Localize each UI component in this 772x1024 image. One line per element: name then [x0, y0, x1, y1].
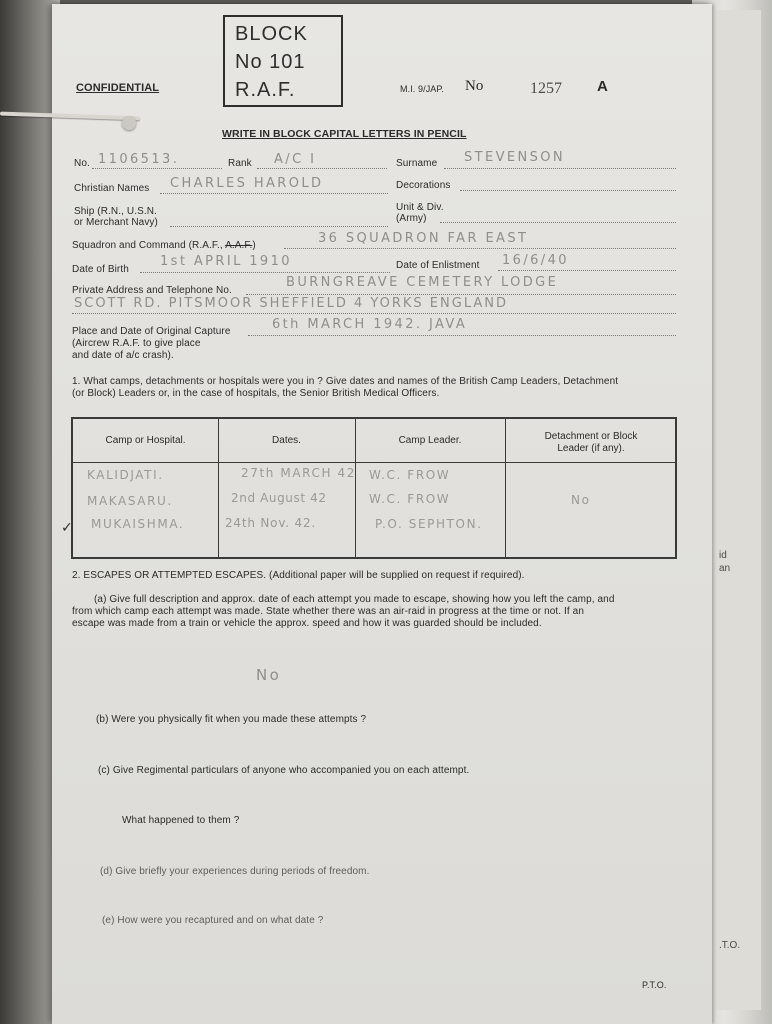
capture-label-3: and date of a/c crash). [72, 350, 174, 361]
row-1-camp: KALIDJATI. [87, 468, 164, 482]
question-2d: (d) Give briefly your experiences during periods of freedom. [100, 866, 370, 877]
squadron-label-text: Squadron and Command (R.A.F., [72, 240, 223, 251]
row-1-date: 27th MARCH 42 [241, 466, 356, 480]
detachment-value: No [571, 493, 591, 507]
question-2c-sub: What happened to them ? [122, 815, 240, 826]
form-no-label: No [465, 78, 484, 94]
binder-edge [0, 0, 60, 1024]
row-2-leader: W.C. FROW [369, 492, 451, 506]
background-fragment-2: an [719, 563, 731, 574]
question-2a-answer: No [256, 666, 282, 684]
squadron-label-struck: A.A.F. [225, 240, 253, 251]
date-of-birth-label: Date of Birth [72, 264, 129, 275]
header-camp: Camp or Hospital. [105, 435, 186, 446]
binding-knot [122, 116, 136, 130]
row-3-leader: P.O. SEPHTON. [375, 517, 483, 531]
header-detachment-1: Detachment or Block [544, 431, 638, 442]
row-1-leader: W.C. FROW [369, 468, 451, 482]
rank-value: A/C I [274, 152, 317, 167]
address-label: Private Address and Telephone No. [72, 285, 232, 296]
pto-label: P.T.O. [642, 980, 667, 990]
christian-names-value: CHARLES HAROLD [170, 176, 324, 191]
address-value-1: BURNGREAVE CEMETERY LODGE [286, 275, 559, 290]
capture-value: 6th MARCH 1942. JAVA [272, 317, 468, 332]
unit-label-1: Unit & Div. [396, 202, 444, 213]
question-2a-line-3: escape was made from a train or vehicle the approx. speed and how it was guarded should be included. [72, 618, 542, 629]
background-fragment-1: id [719, 550, 727, 561]
question-2-heading: 2. ESCAPES OR ATTEMPTED ESCAPES. (Additional paper will be supplied on request if required). [72, 570, 525, 581]
camps-table [61, 417, 677, 559]
squadron-value: 36 SQUADRON FAR EAST [318, 231, 529, 246]
date-of-enlistment-label: Date of Enlistment [396, 260, 480, 271]
row-2-date: 2nd August 42 [231, 491, 327, 505]
capture-label-2: (Aircrew R.A.F. to give place [72, 338, 201, 349]
row-2-camp: MAKASARU. [87, 494, 173, 508]
header-dates: Dates. [272, 435, 301, 446]
question-1-line-2: (or Block) Leaders or, in the case of hospitals, the Senior British Medical Officers. [72, 388, 440, 399]
question-1-line-1: 1. What camps, detachments or hospitals were you in ? Give dates and names of the British Camp Leaders, Detachment [72, 376, 619, 387]
surname-label: Surname [396, 158, 438, 169]
question-2b: (b) Were you physically fit when you made these attempts ? [96, 714, 367, 725]
question-2a-line-1: (a) Give full description and approx. date of each attempt you made to escape, showing how you left the camp, and [94, 594, 615, 605]
stamp-line-3: R.A.F. [235, 79, 296, 101]
block-stamp [223, 15, 343, 107]
row-3-camp: MUKAISHMA. [91, 517, 185, 531]
header-detachment-2: Leader (if any). [557, 443, 625, 454]
document-page [52, 4, 712, 1024]
service-number-value: 1106513. [98, 152, 180, 167]
stamp-line-1: BLOCK [235, 23, 308, 45]
tick-mark: ✓ [61, 519, 73, 535]
row-3-date: 24th Nov. 42. [225, 516, 316, 530]
address-value-2: SCOTT RD. PITSMOOR SHEFFIELD 4 YORKS ENGLAND [74, 296, 508, 311]
header-camp-leader: Camp Leader. [398, 435, 462, 446]
decorations-label: Decorations [396, 180, 451, 191]
date-of-birth-value: 1st APRIL 1910 [160, 254, 292, 269]
date-of-enlistment-value: 16/6/40 [502, 253, 569, 268]
form-number: 1257 [530, 80, 562, 97]
no-label: No. [74, 158, 90, 169]
instruction-heading: WRITE IN BLOCK CAPITAL LETTERS IN PENCIL [222, 128, 467, 140]
question-2c: (c) Give Regimental particulars of anyone who accompanied you on each attempt. [98, 765, 470, 776]
capture-label-1: Place and Date of Original Capture [72, 326, 231, 337]
ship-label-1: Ship (R.N., U.S.N. [74, 206, 157, 217]
stamp-line-2: No 101 [235, 51, 306, 73]
squadron-label [72, 240, 256, 251]
question-2a-line-2: from which camp each attempt was made. State whether there was an air-raid in progress at the time or not. If an [72, 606, 584, 617]
form-suffix: A [597, 78, 608, 95]
christian-names-label: Christian Names [74, 183, 150, 194]
rank-label: Rank [228, 158, 252, 169]
confidential-label: CONFIDENTIAL [76, 82, 160, 94]
ship-label-2: or Merchant Navy) [74, 217, 158, 228]
unit-label-2: (Army) [396, 213, 427, 224]
mi-reference: M.I. 9/JAP. [400, 84, 444, 94]
question-2e: (e) How were you recaptured and on what date ? [102, 915, 324, 926]
squadron-label-close: ) [252, 240, 256, 251]
surname-value: STEVENSON [464, 150, 566, 165]
background-fragment-3: .T.O. [719, 940, 741, 951]
